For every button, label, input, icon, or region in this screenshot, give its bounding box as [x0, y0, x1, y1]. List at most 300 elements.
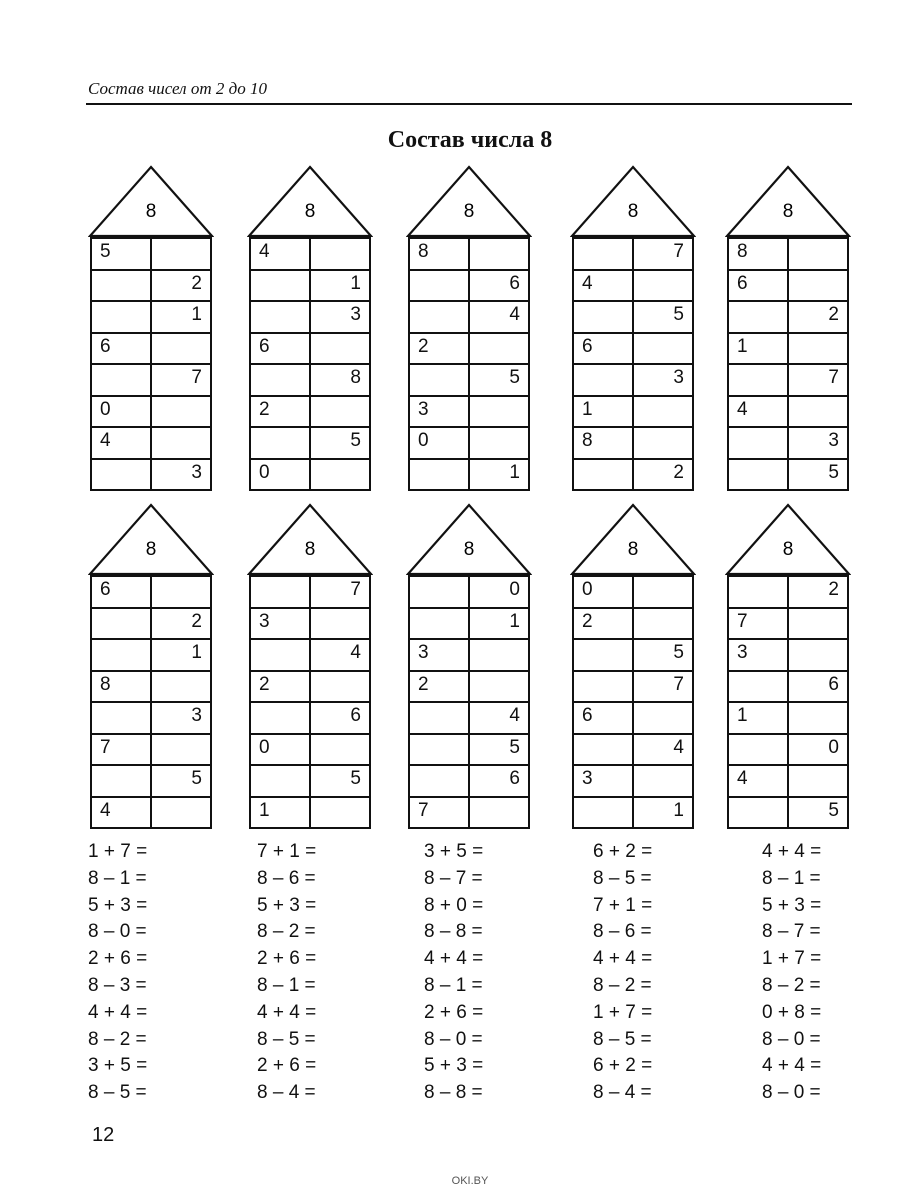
house-row — [729, 237, 847, 269]
house-row — [251, 733, 369, 765]
house-row — [92, 764, 210, 796]
exercise: 4 + 4 = — [762, 1055, 822, 1077]
house-roof — [88, 503, 214, 575]
house-cell-right: 6 — [350, 705, 361, 726]
house-cell-right — [152, 334, 210, 364]
house-cell-right — [789, 703, 847, 733]
house-cell-right — [311, 239, 369, 269]
house-cell-right: 6 — [509, 272, 520, 294]
exercise: 8 – 6 = — [257, 867, 316, 889]
house-cell-right: 0 — [509, 579, 520, 600]
house-row — [410, 701, 528, 733]
roof-number: 8 — [145, 201, 157, 222]
house-cell-right — [152, 397, 210, 427]
house-row — [92, 237, 210, 269]
house-cell-right — [634, 766, 692, 796]
house-row — [92, 363, 210, 395]
exercise: 8 – 0 = — [762, 1082, 821, 1104]
exercise: 8 – 1 = — [424, 974, 483, 996]
house-cell-left: 6 — [574, 334, 634, 364]
exercise: 6 + 2 = — [593, 841, 653, 862]
house-cell-left — [92, 640, 152, 670]
house-row — [729, 764, 847, 796]
house-cell-right — [470, 239, 528, 269]
house-cell-left — [92, 460, 152, 490]
house-row — [574, 332, 692, 364]
house-cell-left — [410, 703, 470, 733]
house-roof — [406, 503, 532, 575]
house-cell-left: 7 — [729, 609, 789, 639]
exercise: 8 – 4 = — [593, 1082, 652, 1104]
house-cell-left — [729, 735, 789, 765]
house-cell-left — [251, 640, 311, 670]
house-cell-right: 5 — [673, 304, 684, 325]
house-cell-right — [311, 672, 369, 702]
number-house — [247, 503, 373, 829]
house-cell-right: 8 — [350, 367, 361, 388]
house-cell-left: 3 — [251, 609, 311, 639]
house-cell-left — [729, 460, 789, 490]
house-cell-right: 7 — [673, 673, 684, 695]
house-roof — [247, 503, 373, 575]
house-cell-right: 6 — [828, 673, 839, 695]
house-cell-left — [410, 577, 470, 607]
watermark: OKI.BY — [451, 1175, 489, 1187]
exercise: 8 – 5 = — [593, 1028, 652, 1050]
house-cell-right: 4 — [673, 736, 684, 758]
house-cell-right — [311, 397, 369, 427]
house-row — [251, 269, 369, 301]
house-row — [574, 607, 692, 639]
house-row — [410, 332, 528, 364]
house-cell-right — [470, 672, 528, 702]
house-cell-left — [574, 640, 634, 670]
exercise: 1 + 7 = — [88, 841, 148, 862]
house-cell-right: 7 — [191, 367, 202, 388]
number-house — [88, 165, 214, 491]
house-cell-right: 2 — [191, 272, 202, 294]
house-cell-right: 3 — [191, 705, 202, 726]
exercise-column — [593, 839, 652, 1107]
house-row — [251, 395, 369, 427]
house-cell-left — [251, 703, 311, 733]
house-roof — [725, 165, 851, 237]
house-cell-left — [251, 577, 311, 607]
exercise: 8 – 8 = — [424, 921, 483, 943]
house-cell-left — [729, 302, 789, 332]
house-row — [92, 458, 210, 490]
house-grid — [408, 575, 530, 829]
exercise: 8 – 1 = — [88, 867, 147, 889]
house-cell-right: 7 — [828, 367, 839, 388]
house-cell-right — [470, 798, 528, 828]
house-cell-right: 3 — [828, 430, 839, 451]
exercise: 8 – 0 = — [424, 1028, 483, 1050]
house-cell-left — [92, 766, 152, 796]
house-cell-right — [634, 703, 692, 733]
house-row — [574, 300, 692, 332]
exercise: 2 + 6 = — [424, 1001, 484, 1023]
house-cell-right: 5 — [509, 736, 520, 758]
exercise: 0 + 8 = — [762, 1001, 822, 1023]
exercise: 5 + 3 = — [424, 1055, 484, 1077]
exercise: 5 + 3 = — [762, 894, 822, 916]
house-roof — [570, 165, 696, 237]
house-row — [92, 638, 210, 670]
roof-number: 8 — [782, 201, 794, 222]
house-grid — [727, 237, 849, 491]
house-grid — [90, 575, 212, 829]
house-cell-left — [410, 271, 470, 301]
house-cell-left — [410, 609, 470, 639]
roof-number: 8 — [782, 539, 794, 560]
house-cell-right — [470, 334, 528, 364]
house-cell-left: 3 — [729, 640, 789, 670]
house-cell-right: 2 — [828, 579, 839, 600]
house-row — [92, 300, 210, 332]
house-row — [729, 332, 847, 364]
house-row — [729, 575, 847, 607]
house-row — [574, 269, 692, 301]
house-row — [251, 300, 369, 332]
house-cell-right — [152, 735, 210, 765]
house-cell-left — [574, 672, 634, 702]
house-row — [92, 269, 210, 301]
house-cell-right — [311, 460, 369, 490]
house-cell-right: 4 — [509, 705, 520, 726]
house-row — [410, 575, 528, 607]
house-cell-left — [410, 766, 470, 796]
house-cell-right: 5 — [509, 367, 520, 388]
running-header: Состав чисел от 2 до 10 — [88, 79, 267, 98]
exercise: 8 – 1 = — [762, 867, 821, 889]
house-cell-right: 5 — [350, 430, 361, 451]
house-cell-right: 1 — [350, 272, 361, 294]
house-cell-left — [729, 798, 789, 828]
house-row — [251, 575, 369, 607]
exercise: 7 + 1 = — [257, 841, 317, 862]
house-cell-right: 7 — [350, 579, 361, 600]
house-cell-right — [470, 640, 528, 670]
exercise: 8 – 2 = — [593, 974, 652, 996]
exercise: 2 + 6 = — [257, 1055, 317, 1077]
house-cell-right — [789, 271, 847, 301]
house-row — [251, 670, 369, 702]
exercise: 8 – 4 = — [257, 1082, 316, 1104]
house-cell-right — [470, 397, 528, 427]
house-row — [251, 332, 369, 364]
house-row — [410, 300, 528, 332]
house-cell-right: 1 — [191, 642, 202, 663]
house-cell-left: 2 — [410, 334, 470, 364]
house-cell-left: 8 — [410, 239, 470, 269]
exercise: 2 + 6 = — [88, 948, 148, 970]
house-roof — [570, 503, 696, 575]
house-roof — [725, 503, 851, 575]
house-row — [729, 733, 847, 765]
house-cell-right: 4 — [350, 642, 361, 663]
house-row — [574, 575, 692, 607]
house-cell-right — [152, 577, 210, 607]
house-row — [92, 332, 210, 364]
house-cell-left — [574, 460, 634, 490]
house-cell-left — [410, 302, 470, 332]
house-row — [729, 426, 847, 458]
house-row — [92, 575, 210, 607]
house-cell-left: 4 — [729, 397, 789, 427]
exercise: 8 – 0 = — [88, 921, 147, 943]
house-row — [410, 458, 528, 490]
house-cell-left: 4 — [92, 428, 152, 458]
house-cell-left: 0 — [410, 428, 470, 458]
roof-number: 8 — [627, 201, 639, 222]
house-row — [410, 269, 528, 301]
house-grid — [90, 237, 212, 491]
house-cell-left: 6 — [251, 334, 311, 364]
house-cell-left: 4 — [92, 798, 152, 828]
house-row — [251, 796, 369, 828]
house-cell-left: 4 — [574, 271, 634, 301]
house-row — [251, 764, 369, 796]
house-cell-left: 5 — [92, 239, 152, 269]
exercise: 8 – 3 = — [88, 974, 147, 996]
house-row — [410, 670, 528, 702]
house-cell-left: 8 — [729, 239, 789, 269]
exercise: 5 + 3 = — [257, 894, 317, 916]
exercise: 8 – 1 = — [257, 974, 316, 996]
exercise-column — [88, 839, 147, 1107]
house-row — [574, 733, 692, 765]
house-cell-left: 2 — [251, 397, 311, 427]
house-cell-right — [789, 766, 847, 796]
house-cell-left — [251, 365, 311, 395]
house-cell-left: 6 — [574, 703, 634, 733]
exercise: 2 + 6 = — [257, 948, 317, 970]
house-cell-left — [92, 703, 152, 733]
exercise: 8 + 0 = — [424, 894, 484, 916]
house-row — [92, 733, 210, 765]
house-row — [729, 638, 847, 670]
house-cell-left: 3 — [574, 766, 634, 796]
house-cell-left — [92, 302, 152, 332]
house-cell-right: 2 — [828, 304, 839, 325]
house-cell-left: 6 — [92, 577, 152, 607]
house-cell-right: 6 — [509, 768, 520, 789]
house-cell-left — [574, 365, 634, 395]
house-row — [251, 701, 369, 733]
house-cell-left: 1 — [729, 703, 789, 733]
exercise: 3 + 5 = — [88, 1055, 148, 1077]
number-house — [406, 503, 532, 829]
number-house — [88, 503, 214, 829]
house-cell-right — [311, 798, 369, 828]
house-row — [729, 395, 847, 427]
house-cell-left — [410, 460, 470, 490]
house-row — [729, 363, 847, 395]
house-cell-left: 7 — [410, 798, 470, 828]
house-row — [729, 607, 847, 639]
house-row — [251, 363, 369, 395]
house-row — [251, 638, 369, 670]
house-cell-right: 7 — [673, 241, 684, 262]
house-grid — [249, 575, 371, 829]
exercise: 8 – 7 = — [762, 921, 821, 943]
house-cell-right — [634, 334, 692, 364]
exercise: 6 + 2 = — [593, 1055, 653, 1077]
house-row — [574, 237, 692, 269]
house-row — [574, 395, 692, 427]
house-cell-left: 2 — [410, 672, 470, 702]
house-row — [574, 796, 692, 828]
house-cell-right: 5 — [350, 768, 361, 789]
house-row — [574, 426, 692, 458]
house-cell-right: 1 — [509, 461, 520, 483]
house-cell-left: 6 — [729, 271, 789, 301]
house-row — [574, 764, 692, 796]
roof-number: 8 — [627, 539, 639, 560]
house-cell-left — [251, 302, 311, 332]
number-house — [247, 165, 373, 491]
house-cell-left: 0 — [251, 460, 311, 490]
page-number: 12 — [92, 1124, 115, 1146]
roof-number: 8 — [463, 539, 475, 560]
exercise: 7 + 1 = — [593, 894, 653, 916]
house-cell-left: 3 — [410, 640, 470, 670]
house-row — [574, 701, 692, 733]
house-cell-right — [152, 428, 210, 458]
house-cell-right: 3 — [191, 461, 202, 483]
house-cell-right — [634, 397, 692, 427]
house-cell-left — [251, 271, 311, 301]
exercise-column — [257, 839, 316, 1107]
house-cell-right — [634, 271, 692, 301]
house-cell-left — [251, 766, 311, 796]
house-cell-right: 2 — [191, 610, 202, 632]
house-row — [92, 426, 210, 458]
exercise: 8 – 2 = — [88, 1028, 147, 1050]
house-cell-left — [574, 798, 634, 828]
house-cell-left — [729, 672, 789, 702]
exercise: 3 + 5 = — [424, 841, 484, 862]
number-house — [570, 503, 696, 829]
house-cell-left — [729, 365, 789, 395]
house-cell-left: 0 — [251, 735, 311, 765]
house-row — [729, 458, 847, 490]
house-row — [410, 796, 528, 828]
exercise: 8 – 5 = — [257, 1028, 316, 1050]
house-cell-right: 1 — [191, 304, 202, 325]
exercise: 8 – 0 = — [762, 1028, 821, 1050]
exercise: 4 + 4 = — [762, 841, 822, 862]
house-cell-left — [729, 577, 789, 607]
house-cell-right: 2 — [673, 461, 684, 483]
house-cell-left: 4 — [729, 766, 789, 796]
house-cell-right — [152, 239, 210, 269]
house-row — [410, 426, 528, 458]
house-cell-left: 8 — [92, 672, 152, 702]
house-cell-left — [574, 735, 634, 765]
house-cell-right — [789, 334, 847, 364]
house-cell-right — [311, 735, 369, 765]
house-cell-left: 0 — [574, 577, 634, 607]
house-row — [251, 607, 369, 639]
house-cell-left: 3 — [410, 397, 470, 427]
house-row — [574, 670, 692, 702]
house-cell-right: 3 — [673, 367, 684, 388]
number-house — [725, 165, 851, 491]
house-row — [729, 300, 847, 332]
house-roof — [406, 165, 532, 237]
house-cell-left: 0 — [92, 397, 152, 427]
house-cell-right — [311, 334, 369, 364]
house-cell-right — [789, 239, 847, 269]
house-cell-left — [574, 239, 634, 269]
house-cell-right — [789, 609, 847, 639]
house-row — [410, 764, 528, 796]
house-row — [92, 701, 210, 733]
house-row — [92, 796, 210, 828]
house-grid — [572, 237, 694, 491]
house-roof — [247, 165, 373, 237]
exercise: 8 – 2 = — [257, 921, 316, 943]
exercise: 8 – 7 = — [424, 867, 483, 889]
house-cell-right: 3 — [350, 304, 361, 325]
house-row — [410, 363, 528, 395]
house-cell-right: 1 — [509, 610, 520, 632]
exercise: 1 + 7 = — [762, 948, 822, 970]
house-roof — [88, 165, 214, 237]
house-grid — [408, 237, 530, 491]
exercise: 8 – 8 = — [424, 1082, 483, 1104]
house-cell-left — [574, 302, 634, 332]
house-cell-right: 5 — [828, 799, 839, 821]
exercise: 4 + 4 = — [593, 948, 653, 970]
exercise-column — [424, 839, 483, 1107]
house-cell-right — [634, 428, 692, 458]
house-row — [410, 395, 528, 427]
house-cell-right: 5 — [673, 642, 684, 663]
house-cell-right: 5 — [191, 768, 202, 789]
house-grid — [249, 237, 371, 491]
house-row — [410, 237, 528, 269]
house-cell-right — [470, 428, 528, 458]
house-row — [92, 670, 210, 702]
house-cell-right — [152, 672, 210, 702]
number-house — [406, 165, 532, 491]
house-cell-left — [92, 271, 152, 301]
house-cell-left — [92, 365, 152, 395]
house-row — [410, 733, 528, 765]
house-row — [92, 607, 210, 639]
roof-number: 8 — [304, 201, 316, 222]
house-row — [729, 796, 847, 828]
house-cell-left: 6 — [92, 334, 152, 364]
number-house — [725, 503, 851, 829]
house-cell-left: 8 — [574, 428, 634, 458]
house-cell-right — [152, 798, 210, 828]
house-row — [410, 607, 528, 639]
house-cell-right — [789, 397, 847, 427]
exercise: 1 + 7 = — [593, 1001, 653, 1023]
house-cell-left: 7 — [92, 735, 152, 765]
house-cell-right: 1 — [673, 799, 684, 821]
house-grid — [727, 575, 849, 829]
exercise: 8 – 2 = — [762, 974, 821, 996]
house-row — [92, 395, 210, 427]
exercise: 5 + 3 = — [88, 894, 148, 916]
number-house — [570, 165, 696, 491]
page-title: Состав числа 8 — [387, 127, 553, 153]
